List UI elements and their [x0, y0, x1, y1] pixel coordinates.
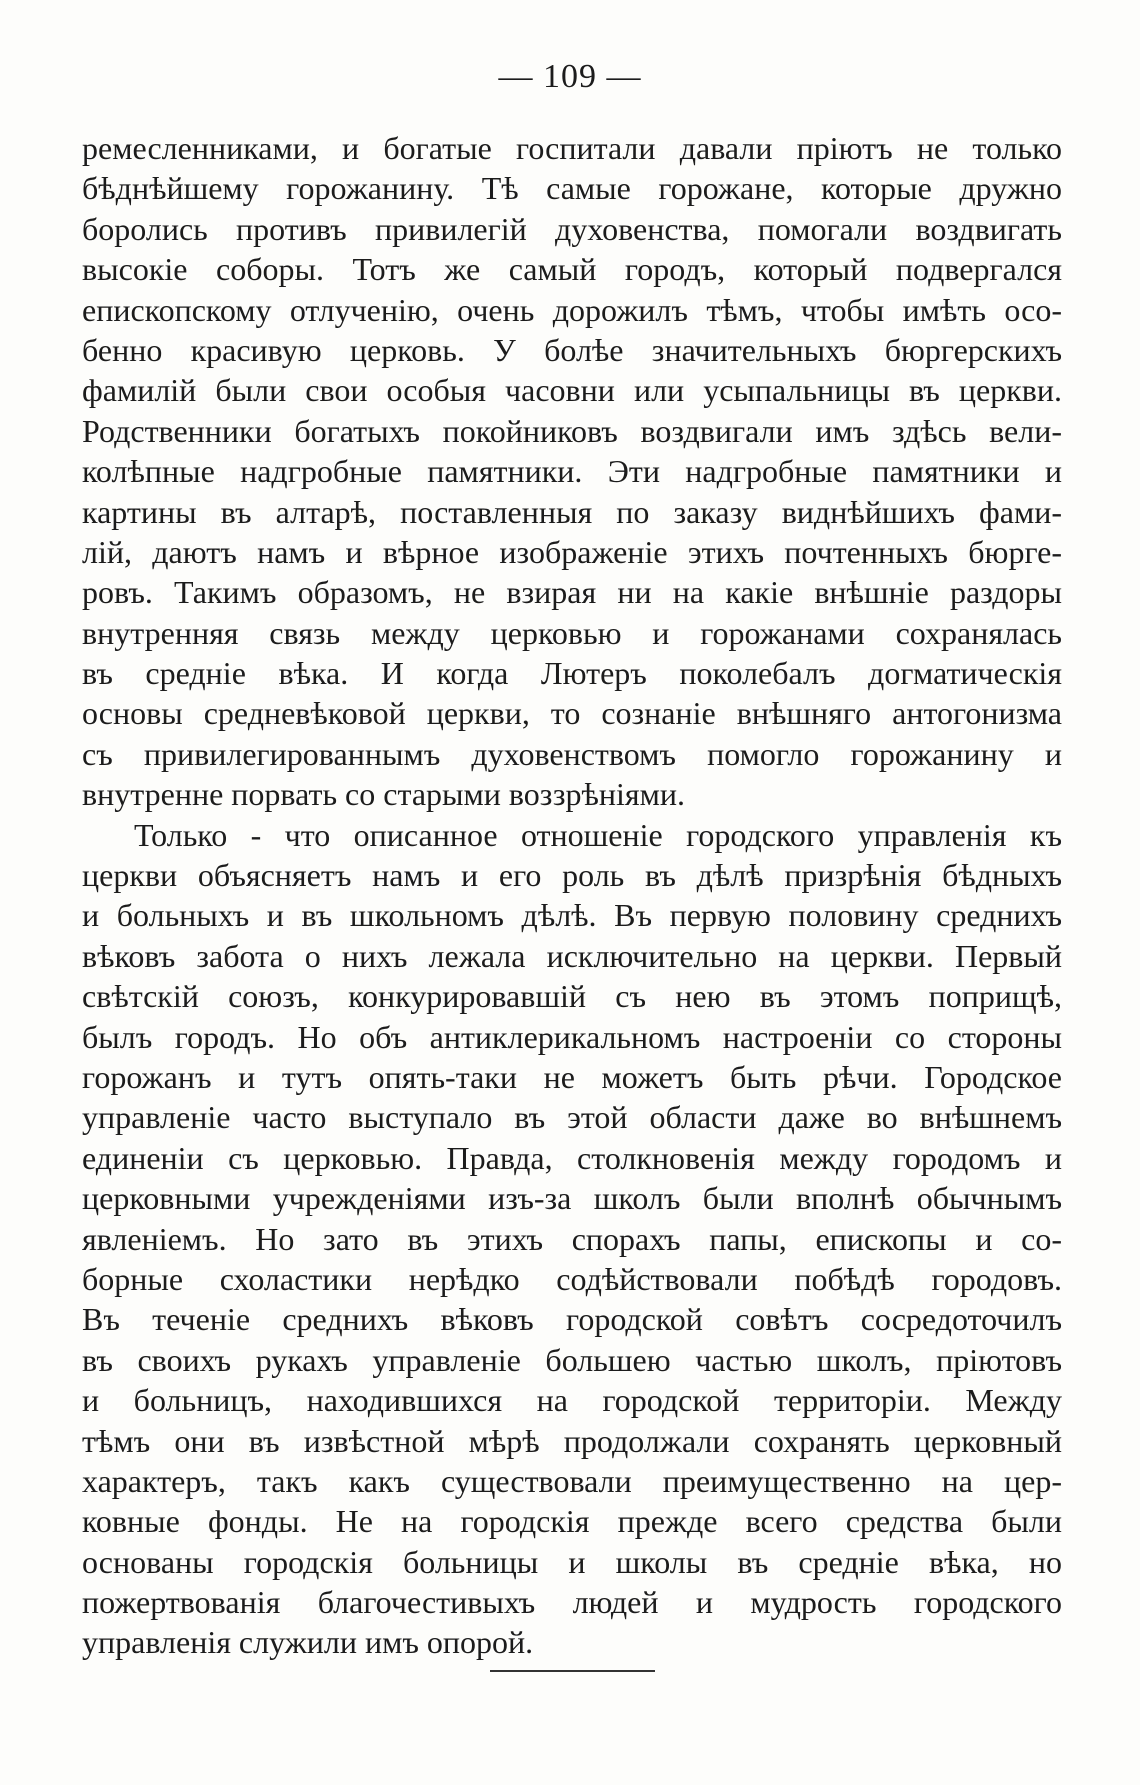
text-line: фамилій были свои особыя часовни или усыпальницы въ церкви. [82, 372, 1062, 409]
text-line: съ привилегированнымъ духовенствомъ помогло горожанину и [82, 735, 1062, 772]
text-line: внутренне порвать со старыми воззрѣніями. [82, 776, 685, 813]
text-line: церковными учрежденіями изъ-за школъ были вполнѣ обычнымъ [82, 1180, 1062, 1217]
text-line: ремесленниками, и богатые госпитали давали пріютъ не только [82, 130, 1062, 166]
text-line: единеніи съ церковью. Правда, столкновенія между городомъ и [82, 1139, 1062, 1176]
text-line: ровъ. Такимъ образомъ, не взирая ни на какіе внѣшніе раздоры [82, 574, 1062, 611]
text-line: свѣтскій союзъ, конкурировавшій съ нею въ этомъ поприщѣ, [82, 978, 1062, 1015]
text-line: Только - что описанное отношеніе городского управленія къ [134, 816, 1062, 853]
page-number: — 109 — [498, 58, 642, 95]
text-line: тѣмъ они въ извѣстной мѣрѣ продолжали сохранять церковный [82, 1422, 1062, 1459]
text-line: горожанъ и тутъ опять-таки не можетъ быть рѣчи. Городское [82, 1058, 1062, 1095]
text-line: и больницъ, находившихся на городской территоріи. Между [82, 1382, 1062, 1419]
text-line: ковные фонды. Не на городскія прежде всего средства были [82, 1503, 1062, 1540]
text-line: пожертвованія благочестивыхъ людей и мудрость городского [82, 1584, 1062, 1621]
text-line: основаны городскія больницы и школы въ средніе вѣка, но [82, 1543, 1062, 1580]
text-line: лій, даютъ намъ и вѣрное изображеніе этихъ почтенныхъ бюрге- [82, 533, 1062, 570]
text-line: высокіе соборы. Тотъ же самый городъ, который подвергался [82, 251, 1062, 288]
text-line: боролись противъ привилегій духовенства, помогали воздвигать [82, 210, 1062, 247]
text-line: Въ теченіе среднихъ вѣковъ городской совѣтъ сосредоточилъ [82, 1301, 1062, 1338]
text-line: въ средніе вѣка. И когда Лютеръ поколебалъ догматическія [82, 655, 1062, 692]
text-line: въ своихъ рукахъ управленіе большею частью школъ, пріютовъ [82, 1341, 1062, 1378]
text-line: бѣднѣйшему горожанину. Тѣ самые горожане, которые дружно [82, 170, 1062, 207]
text-line: борные схоластики нерѣдко содѣйствовали побѣдѣ городовъ. [82, 1260, 1062, 1297]
text-line: внутренняя связь между церковью и горожанами сохранялась [82, 614, 1062, 651]
text-line: Родственники богатыхъ покойниковъ воздвигали имъ здѣсь вели- [82, 412, 1062, 449]
text-line: характеръ, такъ какъ существовали преимущественно на цер- [82, 1462, 1062, 1499]
text-line: колѣпные надгробные памятники. Эти надгробные памятники и [82, 453, 1062, 490]
text-line: вѣковъ забота о нихъ лежала исключительно на церкви. Первый [82, 937, 1062, 974]
text-line: епископскому отлученію, очень дорожилъ тѣмъ, чтобы имѣть осо- [82, 291, 1062, 328]
text-line: управленіе часто выступало въ этой области даже во внѣшнемъ [82, 1099, 1062, 1136]
text-line: бенно красивую церковь. У болѣе значительныхъ бюргерскихъ [82, 331, 1062, 368]
paragraph-1 [82, 128, 1062, 815]
paragraph-2 [82, 815, 1062, 1663]
text-line: управленія служили имъ опорой. [82, 1624, 534, 1661]
text-line: явленіемъ. Но зато въ этихъ спорахъ папы, епископы и со- [82, 1220, 1062, 1257]
end-rule-divider [490, 1670, 655, 1672]
text-line: былъ городъ. Но объ антиклерикальномъ настроеніи со стороны [82, 1018, 1062, 1055]
body-text [82, 128, 1062, 1663]
text-line: основы средневѣковой церкви, то сознаніе внѣшняго антогонизма [82, 695, 1062, 732]
text-line: картины въ алтарѣ, поставленныя по заказу виднѣйшихъ фами- [82, 493, 1062, 530]
text-line: церкви объясняетъ намъ и его роль въ дѣлѣ призрѣнія бѣдныхъ [82, 857, 1062, 894]
text-line: и больныхъ и въ школьномъ дѣлѣ. Въ первую половину среднихъ [82, 897, 1062, 934]
